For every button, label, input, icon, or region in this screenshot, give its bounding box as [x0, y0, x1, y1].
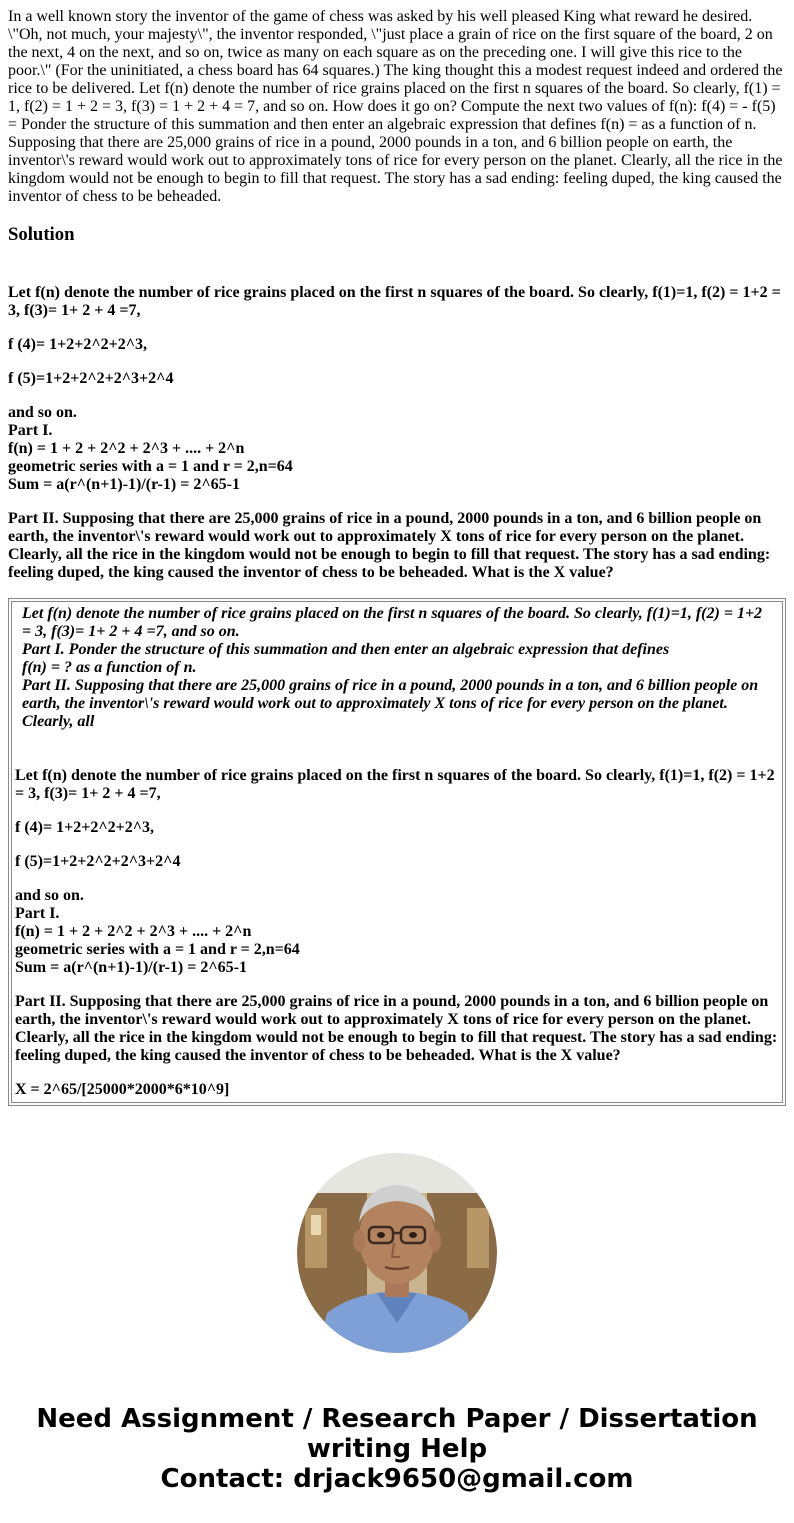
answer-part1-series: geometric series with a = 1 and r = 2,n=64: [15, 941, 300, 958]
answer-f4: f (4)= 1+2+2^2+2^3,: [15, 819, 155, 836]
answer-cell: [11, 601, 783, 1103]
solution-f4: f (4)= 1+2+2^2+2^3,: [8, 336, 148, 353]
avatar: [297, 1153, 497, 1353]
banner-line-2: writing Help: [306, 1434, 488, 1464]
avatar-portrait-image: [297, 1153, 497, 1353]
solution-part2: Part II. Supposing that there are 25,000 grains of rice in a pound, 2000 pounds in a ton, and 6 billion people on earth, the inventor\'s reward would work out to approximately X tons of rice for every person on the planet. Clearly, all the rice in the kingdom would not be enough to begin to fill that request. The story has a sad ending: feeling duped, the king caused the inventor of chess to be beheaded. What is the X value?: [8, 510, 771, 581]
answer-solution: [15, 767, 780, 1099]
answer-intro: Let f(n) denote the number of rice grains placed on the first n squares of the board. So clearly, f(1)=1, f(2) = 1+2 = 3, f(3)= 1+ 2 + 4 =7,: [15, 767, 775, 802]
answer-table: [8, 598, 786, 1106]
answer-part1-formula: f(n) = 1 + 2 + 2^2 + 2^3 + .... + 2^n: [15, 923, 252, 940]
recap-line-4: Part II. Supposing that there are 25,000 grains of rice in a pound, 2000 pounds in a ton, and 6 billion people on earth, the inventor\'s reward would work out to approximately X tons of rice for every person on the planet. Clearly, all: [22, 677, 759, 730]
solution-and-so-on: and so on.: [8, 404, 77, 421]
recap-line-3: f(n) = ? as a function of n.: [22, 659, 197, 676]
answer-part1-sum: Sum = a(r^(n+1)-1)/(r-1) = 2^65-1: [15, 959, 247, 976]
answer-final: X = 2^65/[25000*2000*6*10^9]: [15, 1081, 230, 1098]
solution-heading: Solution: [8, 224, 75, 245]
solution-f5: f (5)=1+2+2^2+2^3+2^4: [8, 370, 174, 387]
solution-part1-series: geometric series with a = 1 and r = 2,n=64: [8, 458, 293, 475]
answer-part1-title: Part I.: [15, 905, 60, 922]
banner-line-1: Need Assignment / Research Paper / Dissertation: [36, 1404, 758, 1434]
solution-part1-sum: Sum = a(r^(n+1)-1)/(r-1) = 2^65-1: [8, 476, 240, 493]
answer-question-recap: [15, 605, 780, 731]
solution-part1-formula: f(n) = 1 + 2 + 2^2 + 2^3 + .... + 2^n: [8, 440, 245, 457]
recap-line-1: Let f(n) denote the number of rice grains placed on the first n squares of the board. So clearly, f(1)=1, f(2) = 1+2 = 3, f(3)= 1+ 2 + 4 =7, and so on.: [22, 605, 763, 640]
solution-body: [8, 284, 786, 582]
answer-f5: f (5)=1+2+2^2+2^3+2^4: [15, 853, 181, 870]
solution-part1-title: Part I.: [8, 422, 53, 439]
answer-part2: Part II. Supposing that there are 25,000 grains of rice in a pound, 2000 pounds in a ton, and 6 billion people on earth, the inventor\'s reward would work out to approximately X tons of rice for every person on the planet. Clearly, all the rice in the kingdom would not be enough to begin to fill that request. The story has a sad ending: feeling duped, the king caused the inventor of chess to be beheaded. What is the X value?: [15, 993, 778, 1064]
banner-contact: Contact: drjack9650@gmail.com: [160, 1464, 634, 1494]
answer-and-so-on: and so on.: [15, 887, 84, 904]
question-text: In a well known story the inventor of the game of chess was asked by his well pleased King what reward he desired. \"Oh, not much, your majesty\", the inventor responded, \"just place a grain of rice on the first square of the board, 2 on the next, 4 on the next, and so on, twice as many on each square as on the preceding one. I will give this rice to the poor.\" (For the uninitiated, a chess board has 64 squares.) The king thought this a modest request indeed and ordered the rice to be delivered. Let f(n) denote the number of rice grains placed on the first n squares of the board. So clearly, f(1) = 1, f(2) = 1 + 2 = 3, f(3) = 1 + 2 + 4 = 7, and so on. How does it go on? Compute the next two values of f(n): f(4) = - f(5) = Ponder the structure of this summation and then enter an algebraic expression that defines f(n) = as a function of n. Supposing that there are 25,000 grains of rice in a pound, 2000 pounds in a ton, and 6 billion people on earth, the inventor\'s reward would work out to approximately tons of rice for every person on the planet. Clearly, all the rice in the kingdom would not be enough to begin to fill that request. The story has a sad ending: feeling duped, the king caused the inventor of chess to be beheaded.: [8, 8, 783, 205]
recap-line-2: Part I. Ponder the structure of this summation and then enter an algebraic expression that defines: [22, 641, 670, 658]
solution-intro: Let f(n) denote the number of rice grains placed on the first n squares of the board. So clearly, f(1)=1, f(2) = 1+2 = 3, f(3)= 1+ 2 + 4 =7,: [8, 284, 781, 319]
help-banner: [0, 1404, 794, 1494]
